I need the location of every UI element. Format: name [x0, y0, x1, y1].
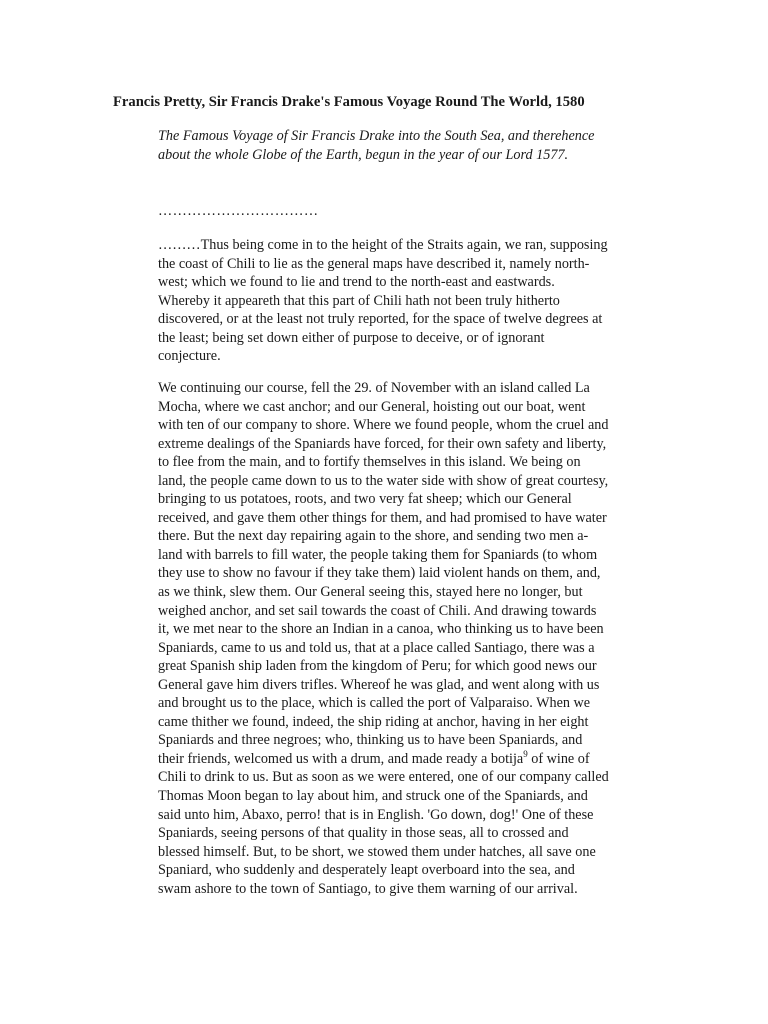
- section-separator: ……………………………: [158, 203, 319, 219]
- paragraph-2: [158, 379, 610, 898]
- document-subtitle: The Famous Voyage of Sir Francis Drake into the South Sea, and therehence about the whole Globe of the Earth, begun in the year of our Lord 1577.: [158, 128, 595, 163]
- document-title: Francis Pretty, Sir Francis Drake's Famous Voyage Round The World, 1580: [113, 94, 585, 110]
- paragraph-2-text-part1: We continuing our course, fell the 29. of November with an island called La Mocha, where we cast anchor; and our General, hoisting out our boat, went with ten of our company to shore. Where we found people, whom the cruel and extreme dealings of the Spaniards have forced, for their own safety and liberty, to flee from the main, and to fortify themselves in this island. We being on land, the people came down to us to the water side with show of great courtesy, bringing to us potatoes, roots, and two very fat sheep; which our General received, and gave them other things for them, and had promised to have water there. But the next day repairing again to the shore, and sending two men a-land with barrels to fill water, the people taking them for Spaniards (to whom they use to show no favour if they take them) laid violent hands on them, and, as we think, slew them. Our General seeing this, stayed here no longer, but weighed anchor, and set sail towards the coast of Chili. And drawing towards it, we met near to the shore an Indian in a canoa, who thinking us to have been Spaniards, came to us and told us, that at a place called Santiago, there was a great Spanish ship laden from the kingdom of Peru; for which good news our General gave him divers trifles. Whereof he was glad, and went along with us and brought us to the place, which is called the port of Valparaiso. When we came thither we found, indeed, the ship riding at anchor, having in her eight Spaniards and three negroes; who, thinking us to have been Spaniards, and their friends, welcomed us with a drum, and made ready a botija: [158, 380, 609, 767]
- paragraph-1-text: ………Thus being come in to the height of the Straits again, we ran, supposing the coast of Chili to lie as the general maps have described it, namely north-west; which we found to lie and trend to the north-east and eastwards. Whereby it appeareth that this part of Chili hath not been truly hitherto discovered, or at the least not truly reported, for the space of twelve degrees at the least; being set down either of purpose to deceive, or of ignorant conjecture.: [158, 237, 608, 365]
- footnote-marker: 9: [523, 748, 528, 759]
- paragraph-1: [158, 236, 610, 366]
- paragraph-2-text-part2: of wine of Chili to drink to us. But as soon as we were entered, one of our company called Thomas Moon began to lay about him, and struck one of the Spaniards, and said unto him, Abaxo, perro! that is in English. 'Go down, dog!' One of these Spaniards, seeing persons of that quality in those seas, all to crossed and blessed himself. But, to be short, we stowed them under hatches, all save one Spaniard, who suddenly and desperately leapt overboard into the sea, and swam ashore to the town of Santiago, to give them warning of our arrival.: [158, 750, 609, 897]
